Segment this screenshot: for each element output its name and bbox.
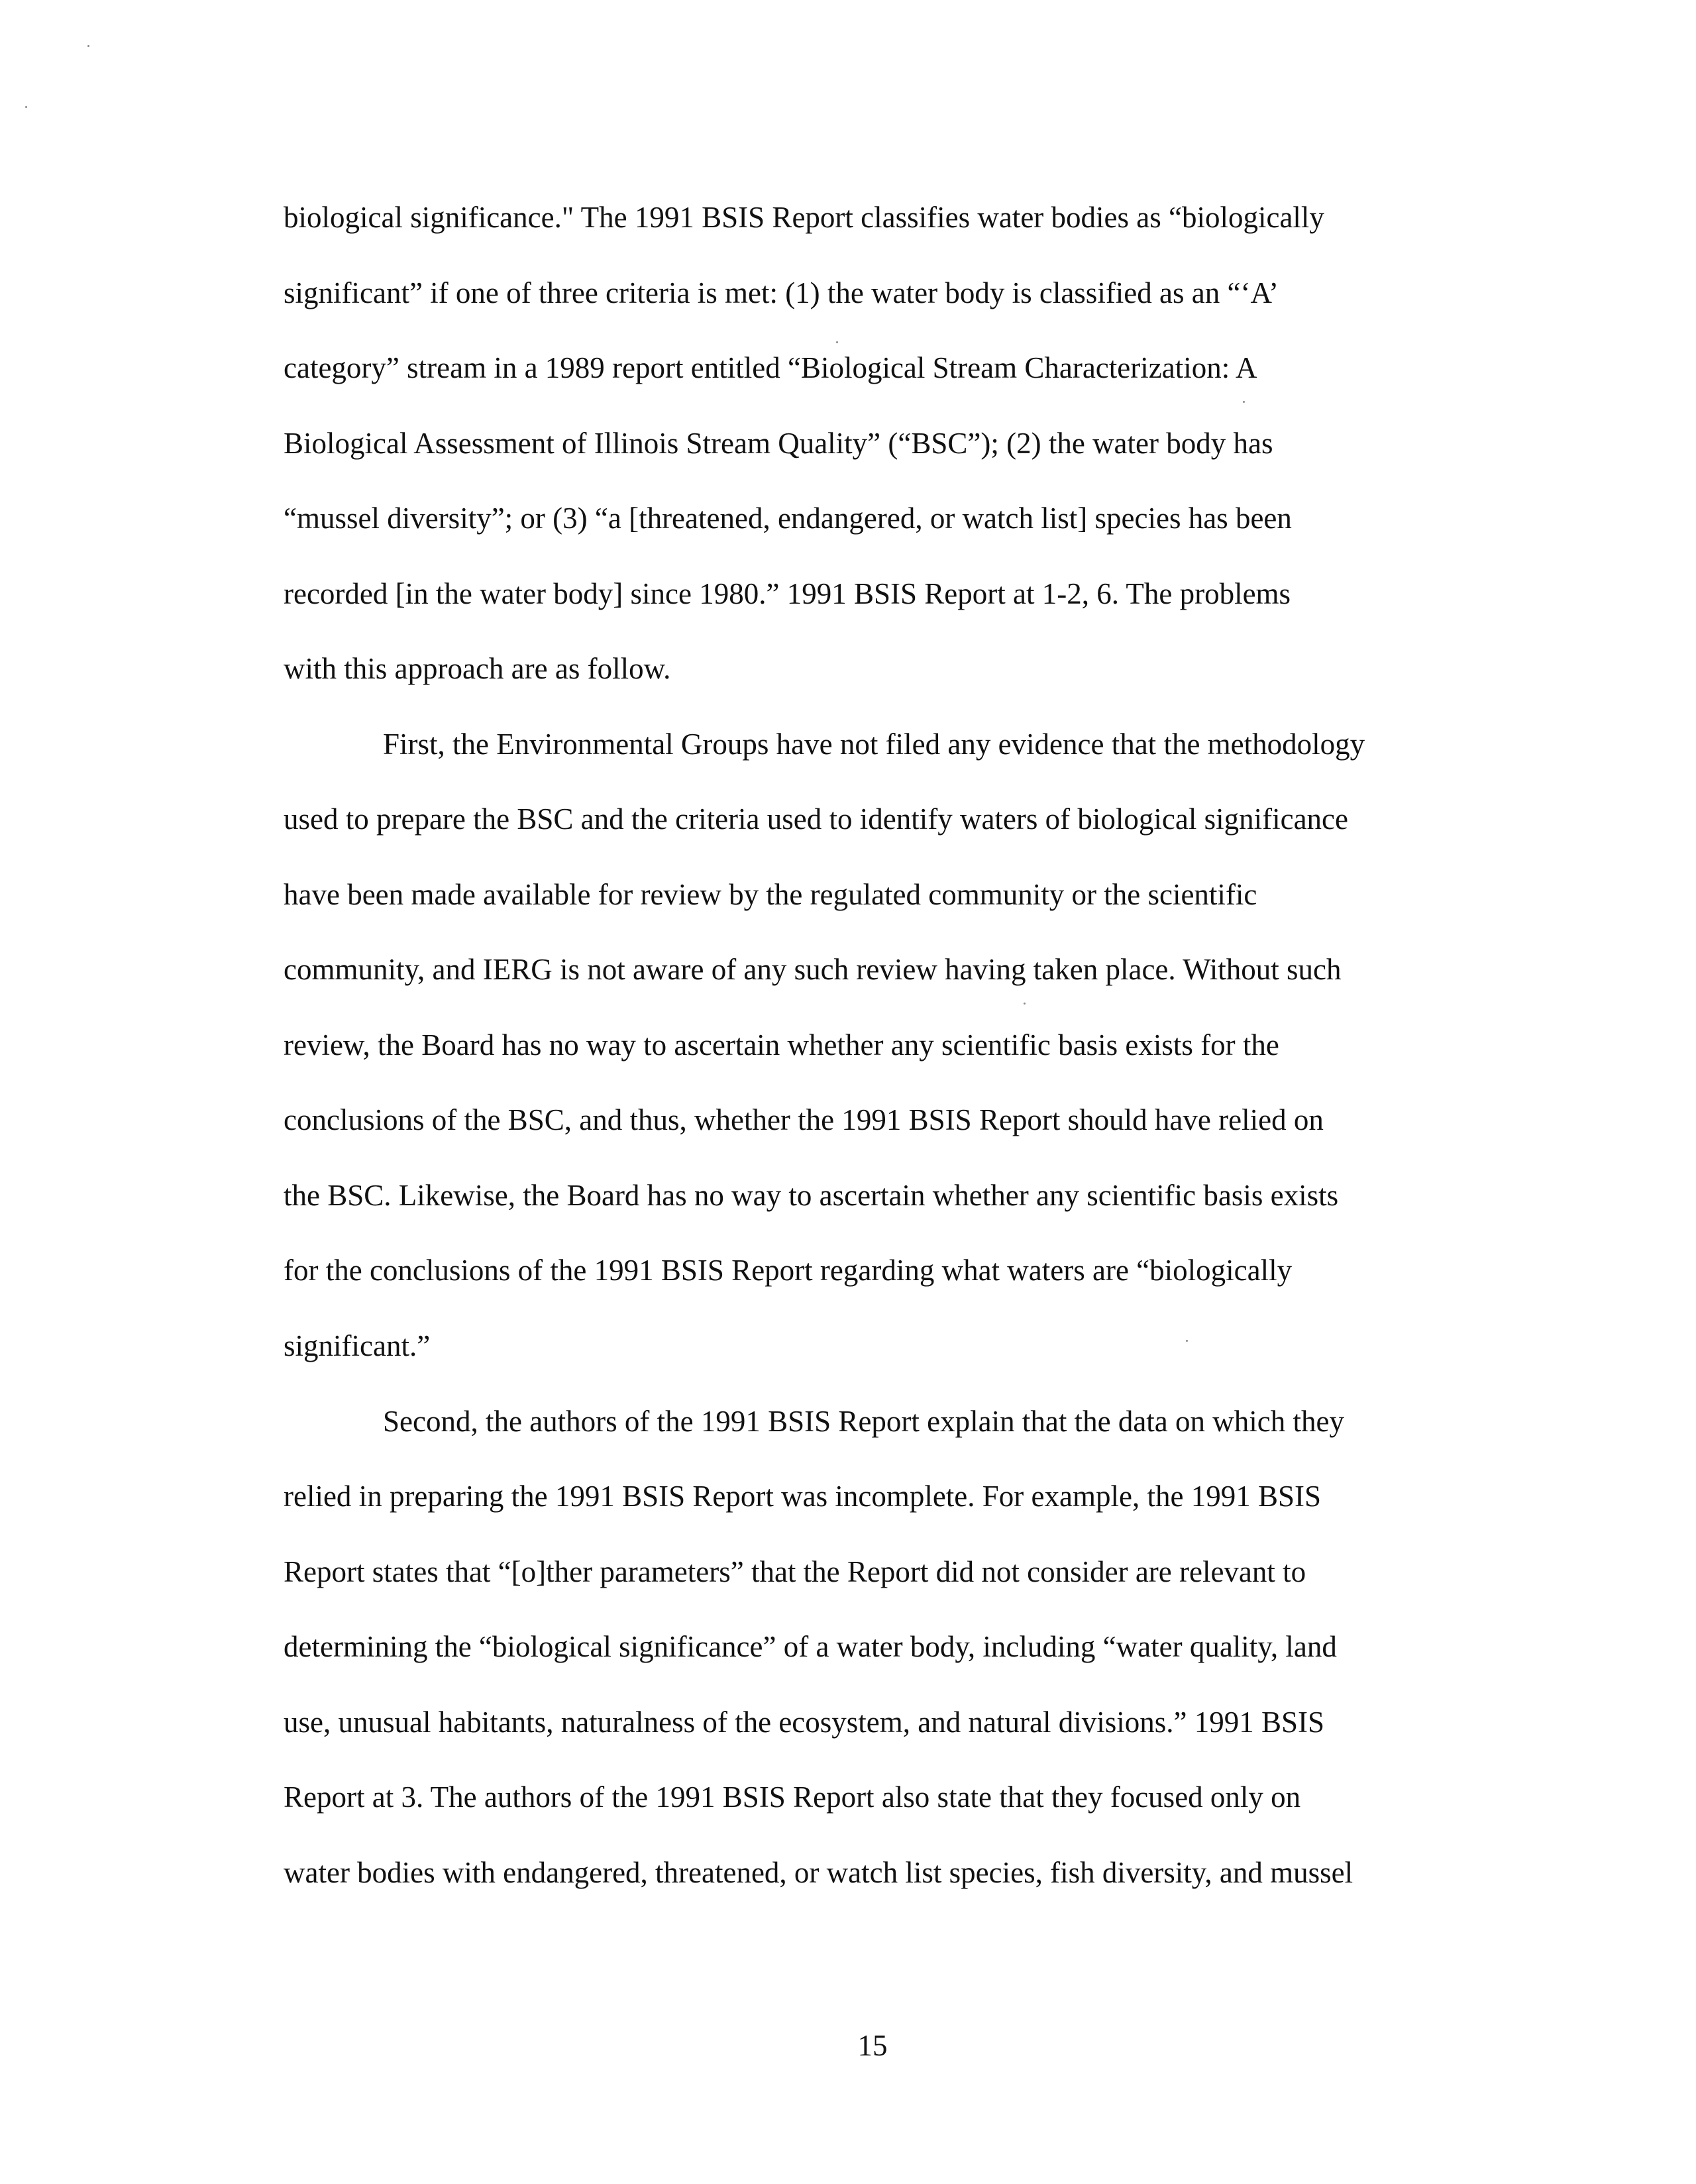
text-line: Report at 3. The authors of the 1991 BSIS Report also state that they focused only on bbox=[284, 1780, 1301, 1814]
text-line: used to prepare the BSC and the criteria used to identify waters of biological significance bbox=[284, 802, 1348, 836]
text-line: Biological Assessment of Illinois Stream Quality” (“BSC”); (2) the water body has bbox=[284, 427, 1273, 460]
text-line: water bodies with endangered, threatened, or watch list species, fish diversity, and mussel bbox=[284, 1856, 1353, 1889]
text-line: for the conclusions of the 1991 BSIS Report regarding what waters are “biologically bbox=[284, 1254, 1293, 1287]
scan-speck bbox=[1243, 401, 1245, 403]
text-line: have been made available for review by the regulated community or the scientific bbox=[284, 878, 1257, 911]
text-line: use, unusual habitants, naturalness of the ecosystem, and natural divisions.” 1991 BSIS bbox=[284, 1706, 1325, 1739]
text-line: “mussel diversity”; or (3) “a [threatened, endangered, or watch list] species has been bbox=[284, 502, 1292, 535]
text-line: Report states that “[o]ther parameters” that the Report did not consider are relevant to bbox=[284, 1555, 1306, 1588]
scan-speck bbox=[1186, 1340, 1188, 1342]
scan-speck bbox=[836, 341, 838, 343]
text-line: community, and IERG is not aware of any such review having taken place. Without such bbox=[284, 953, 1342, 986]
page-number: 15 bbox=[857, 2029, 888, 2062]
text-line: First, the Environmental Groups have not filed any evidence that the methodology bbox=[383, 728, 1365, 761]
text-line: conclusions of the BSC, and thus, whether the 1991 BSIS Report should have relied on bbox=[284, 1103, 1324, 1136]
text-line: review, the Board has no way to ascertain whether any scientific basis exists for the bbox=[284, 1028, 1279, 1062]
text-line: category” stream in a 1989 report entitled “Biological Stream Characterization: A bbox=[284, 351, 1257, 384]
text-line: significant” if one of three criteria is met: (1) the water body is classified as an “‘A’ bbox=[284, 276, 1279, 309]
scan-speck bbox=[87, 45, 89, 47]
scan-speck bbox=[25, 106, 27, 108]
text-line: recorded [in the water body] since 1980.” 1991 BSIS Report at 1-2, 6. The problems bbox=[284, 577, 1291, 610]
text-line: Second, the authors of the 1991 BSIS Report explain that the data on which they bbox=[383, 1405, 1344, 1438]
text-line: with this approach are as follow. bbox=[284, 652, 671, 685]
scan-speck bbox=[1024, 1003, 1026, 1005]
text-line: relied in preparing the 1991 BSIS Report was incomplete. For example, the 1991 BSIS bbox=[284, 1480, 1321, 1513]
text-line: the BSC. Likewise, the Board has no way to ascertain whether any scientific basis exists bbox=[284, 1179, 1339, 1212]
text-line: biological significance." The 1991 BSIS Report classifies water bodies as “biologically bbox=[284, 201, 1324, 234]
text-line: significant.” bbox=[284, 1329, 431, 1362]
text-line: determining the “biological significance” of a water body, including “water quality, land bbox=[284, 1630, 1337, 1663]
